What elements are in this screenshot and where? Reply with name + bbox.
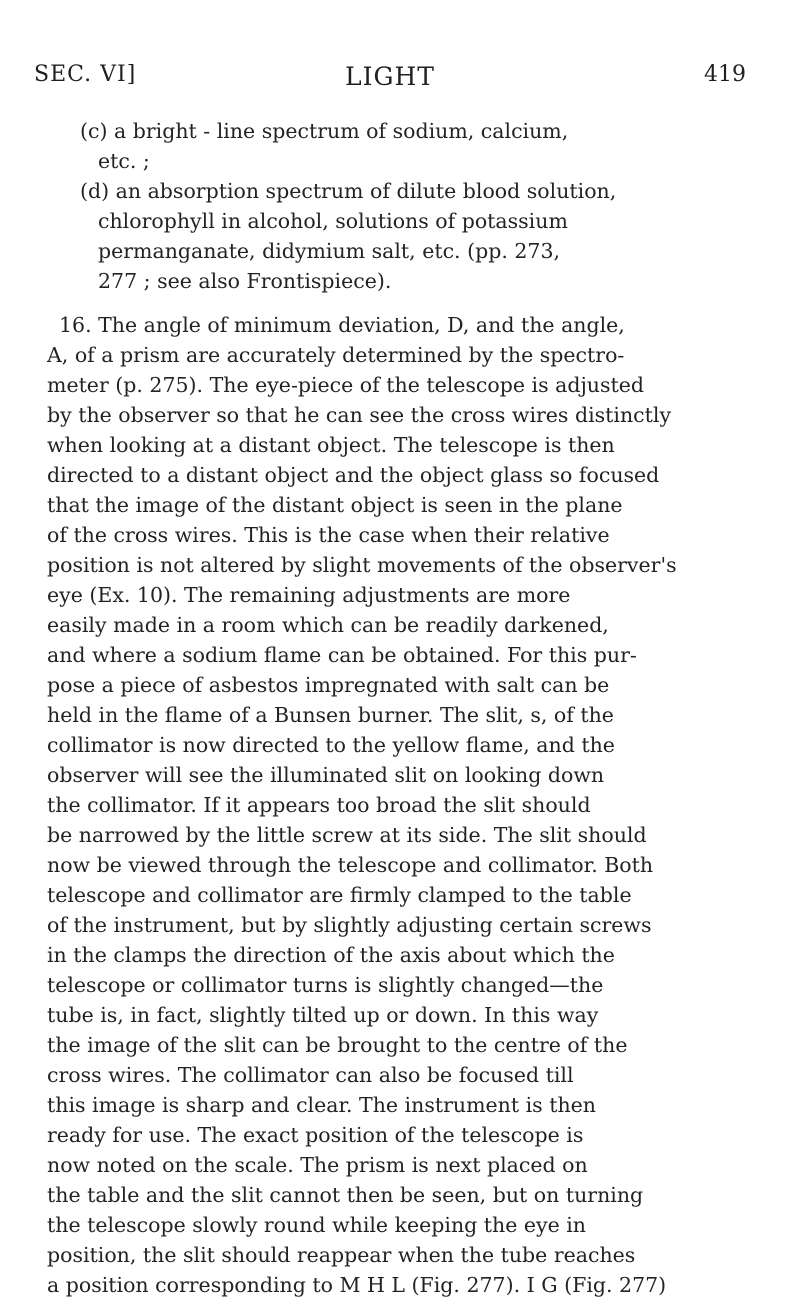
text-line: now noted on the scale. The prism is next placed on (47, 1153, 588, 1177)
page-number: 419 (704, 62, 746, 87)
text-line: collimator is now directed to the yellow flame, and the (47, 733, 615, 757)
text-line: eye (Ex. 10). The remaining adjustments are more (47, 583, 571, 607)
section-label: SEC. VI] (34, 62, 137, 87)
text-line: observer will see the illuminated slit on looking down (47, 763, 605, 787)
text-line: meter (p. 275). The eye-piece of the telescope is adjusted (47, 373, 645, 397)
text-line: ready for use. The exact position of the telescope is (47, 1123, 584, 1147)
text-line: by the observer so that he can see the cross wires distinctly (47, 403, 672, 427)
text-line: the collimator. If it appears too broad the slit should (47, 793, 591, 817)
running-header (34, 62, 746, 98)
page-title: LIGHT (345, 62, 435, 91)
text-line: directed to a distant object and the object glass so focused (47, 463, 660, 487)
text-line: tube is, in fact, slightly tilted up or down. In this way (47, 1003, 599, 1027)
text-line: cross wires. The collimator can also be focused till (47, 1063, 574, 1087)
text-line: 277 ; see also Frontispiece). (98, 269, 392, 293)
text-line: the table and the slit cannot then be seen, but on turning (47, 1183, 644, 1207)
text-line: when looking at a distant object. The telescope is then (47, 433, 615, 457)
text-line: 16. The angle of minimum deviation, D, and the angle, (59, 313, 625, 337)
text-line: easily made in a room which can be readily darkened, (47, 613, 609, 637)
text-line: that the image of the distant object is seen in the plane (47, 493, 623, 517)
text-line: of the cross wires. This is the case when their relative (47, 523, 610, 547)
text-line: the telescope slowly round while keeping the eye in (47, 1213, 586, 1237)
text-line: position, the slit should reappear when the tube reaches (47, 1243, 636, 1267)
text-line: a position corresponding to M H L (Fig. 277). I G (Fig. 277) (47, 1273, 667, 1297)
text-line: of the instrument, but by slightly adjusting certain screws (47, 913, 652, 937)
text-line: this image is sharp and clear. The instrument is then (47, 1093, 596, 1117)
text-line: in the clamps the direction of the axis about which the (47, 943, 615, 967)
text-line: and where a sodium flame can be obtained. For this pur- (47, 643, 637, 667)
text-line: chlorophyll in alcohol, solutions of potassium (98, 209, 568, 233)
text-line: telescope and collimator are firmly clamped to the table (47, 883, 632, 907)
text-line: the image of the slit can be brought to the centre of the (47, 1033, 628, 1057)
text-line: position is not altered by slight movements of the observer's (47, 553, 677, 577)
text-line: telescope or collimator turns is slightly changed—the (47, 973, 604, 997)
text-line: permanganate, didymium salt, etc. (pp. 273, (98, 239, 561, 263)
text-line: A, of a prism are accurately determined by the spectro- (47, 343, 625, 367)
text-line: etc. ; (98, 149, 150, 173)
text-line: be narrowed by the little screw at its side. The slit should (47, 823, 647, 847)
text-line: (d) an absorption spectrum of dilute blood solution, (80, 179, 617, 203)
text-line: now be viewed through the telescope and collimator. Both (47, 853, 654, 877)
text-line: (c) a bright - line spectrum of sodium, calcium, (80, 119, 569, 143)
text-line: pose a piece of asbestos impregnated with salt can be (47, 673, 610, 697)
text-line: held in the flame of a Bunsen burner. The slit, s, of the (47, 703, 614, 727)
